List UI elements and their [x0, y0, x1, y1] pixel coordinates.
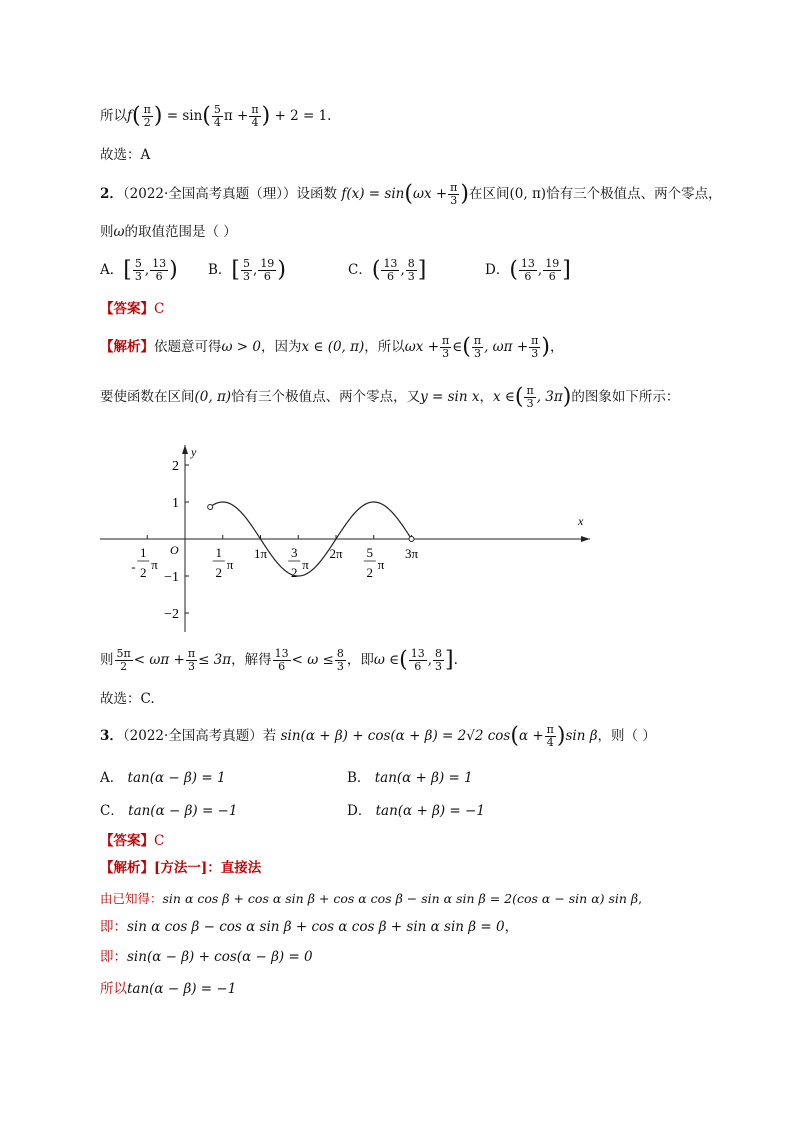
q2-option-b[interactable]: B．[ $\frac{5}{3}$ , $\frac{19}{6}$ ) — [208, 257, 286, 283]
math: f(x) = sin — [341, 186, 405, 202]
y-axis-label: y — [191, 445, 197, 459]
bracket: [ — [231, 257, 241, 283]
q2-answer — [100, 299, 164, 319]
y-tick-label: 1 — [172, 496, 179, 511]
x-tick-numerator: 1 — [140, 545, 147, 560]
q2-analysis-2 — [100, 385, 679, 410]
text: 故选：A — [100, 147, 151, 163]
q3-step-3 — [100, 947, 313, 967]
math: (0, π) — [509, 186, 547, 202]
method-title: [方法一]：直接法 — [154, 860, 262, 876]
math: = — [166, 108, 179, 124]
text: 的取值范围是（ ） — [124, 224, 237, 240]
math: + 2 = 1. — [274, 108, 332, 124]
text: 恰有三个极值点、两个零点， — [546, 186, 722, 202]
open-endpoint-end — [409, 537, 414, 542]
paren: ( — [132, 103, 141, 129]
paren: ( — [462, 334, 471, 360]
answer-value: C — [154, 301, 165, 317]
math: x ∈ (0, π) — [301, 339, 365, 355]
text: ，因为 — [261, 339, 302, 355]
x-axis-arrow — [581, 536, 590, 542]
paren: ( — [514, 384, 524, 410]
x-tick-pi: π — [302, 557, 309, 572]
fraction: $\frac{19}{6}$ — [545, 257, 560, 283]
x-tick-pi: π — [226, 557, 234, 572]
q3-step-1 — [100, 889, 642, 909]
fraction: $\frac{\pi}{3}$ — [187, 647, 196, 673]
math: α + — [518, 728, 544, 744]
math: ω ∈ — [373, 652, 400, 668]
math: sin(α + β) + cos(α + β) = 2√2 cos — [280, 728, 511, 744]
math: f — [127, 108, 132, 124]
text: 在区间 — [469, 186, 510, 202]
x-tick-pi: π — [377, 557, 385, 572]
option-label: B． — [208, 262, 232, 278]
math: sin α cos β + cos α sin β + cos α cos β − sin α sin β = 2(cos α − sin α) sin β — [162, 891, 639, 906]
x-tick-label: 2π — [329, 546, 343, 561]
sine-graph — [95, 440, 615, 640]
question-number: 3． — [100, 728, 123, 744]
fraction: $\frac{13}{6}$ — [152, 257, 167, 283]
fraction: $\frac{8}{3}$ — [435, 647, 443, 673]
text: （2022·全国高考真题）若 — [122, 728, 277, 744]
graph-ticks — [131, 459, 418, 622]
text: ， — [504, 919, 519, 935]
text: 即： — [100, 919, 127, 935]
option-label: D． — [485, 262, 510, 278]
text: 依题意可得 — [154, 339, 222, 355]
option-label: C． — [100, 803, 124, 819]
q3-option-a[interactable] — [100, 768, 226, 788]
fraction: $\frac{13}{6}$ — [520, 257, 535, 283]
bracket: ) — [169, 257, 178, 283]
y-tick-label: −2 — [164, 607, 179, 622]
text: ，所以 — [364, 339, 405, 355]
analysis-tag: 【解析】 — [100, 860, 154, 876]
y-axis-arrow — [182, 445, 188, 454]
option-label: B． — [347, 770, 371, 786]
x-tick-denominator: 2 — [140, 565, 147, 580]
option-expr: tan(α − β) = −1 — [128, 803, 238, 819]
fraction: $\frac{\pi}{2}$ — [143, 103, 151, 129]
q2-stem — [100, 182, 722, 207]
x-tick-numerator: 1 — [215, 545, 222, 560]
q2-option-a[interactable]: A．[ $\frac{5}{3}$ , $\frac{13}{6}$ ) — [100, 257, 178, 283]
text: ，则（ ） — [597, 728, 656, 744]
choose-a — [100, 145, 150, 165]
paren: ( — [399, 647, 408, 673]
paren: ) — [261, 103, 271, 129]
math: sin(α − β) + cos(α − β) = 0 — [127, 949, 313, 965]
math: (0, π) — [194, 389, 232, 405]
bracket: ( — [371, 257, 381, 283]
text: ， — [549, 339, 564, 355]
fraction: $\frac{5}{3}$ — [243, 257, 251, 283]
fraction: $\frac{8}{3}$ — [336, 647, 344, 673]
paren: ) — [460, 181, 469, 207]
fraction: $\frac{\pi}{3}$ — [526, 384, 534, 410]
text: 即： — [100, 949, 127, 965]
x-tick-sign: - — [131, 559, 136, 574]
answer-tag: 【答案】 — [100, 301, 154, 317]
paren: ) — [541, 334, 550, 360]
question-number: 2． — [100, 186, 123, 202]
bracket: ( — [509, 257, 518, 283]
paren: ( — [202, 103, 211, 129]
choose-c — [100, 689, 155, 709]
option-expr: tan(α − β) = 1 — [127, 770, 226, 786]
text: 故选：C. — [100, 691, 155, 707]
option-label: A． — [100, 770, 124, 786]
math: y = sin x — [420, 389, 480, 405]
bracket: ] — [445, 647, 454, 673]
fraction: $\frac{13}{6}$ — [410, 647, 425, 673]
x-tick-denominator: 2 — [366, 565, 373, 580]
option-label: C． — [348, 262, 372, 278]
x-tick-numerator: 5 — [366, 545, 373, 560]
math: ∈ — [452, 339, 463, 355]
q3-stem — [100, 724, 656, 749]
q2-option-d[interactable]: D．( $\frac{13}{6}$ , $\frac{19}{6}$ ] — [485, 257, 571, 283]
fraction: $\frac{5\pi}{2}$ — [116, 647, 131, 673]
fraction: $\frac{13}{6}$ — [383, 257, 398, 283]
fraction: $\frac{\pi}{4}$ — [546, 723, 554, 749]
origin-label: O — [170, 543, 179, 557]
text: （2022·全国高考真题（理））设函数 — [122, 186, 338, 202]
q2-analysis-1 — [100, 335, 563, 360]
x-tick-denominator: 2 — [291, 565, 298, 580]
option-label: A． — [100, 262, 124, 278]
bracket: ) — [277, 257, 286, 283]
option-label: D． — [347, 803, 372, 819]
fraction: $\frac{5}{4}$ — [213, 103, 221, 129]
analysis-tag: 【解析】 — [100, 339, 154, 355]
paren: ) — [562, 384, 572, 410]
text: 要使函数在区间 — [100, 389, 195, 405]
q3-answer — [100, 831, 164, 851]
option-expr: tan(α + β) = −1 — [375, 803, 485, 819]
x-axis-label: x — [578, 514, 584, 528]
open-endpoint-start — [208, 504, 213, 509]
math: ωx + — [404, 339, 440, 355]
paren: ) — [153, 103, 163, 129]
text: 所以 — [100, 981, 127, 997]
math: tan(α − β) = −1 — [127, 981, 237, 997]
fraction: $\frac{\pi}{3}$ — [450, 181, 458, 207]
q2-analysis-3: 则 $\frac{5\pi}{2}$ < ωπ + $\frac{\pi}{3}$ ≤ 3π，解得 $\frac{13}{6}$ < ω ≤ $\frac{8}{3}$ ，即ω ∈( $\frac{13}{6}$ , $\frac{8}{3}$ ]. — [100, 647, 458, 673]
math: ω — [113, 224, 125, 240]
fraction: $\frac{\pi}{3}$ — [442, 334, 450, 360]
math: sin — [182, 108, 203, 124]
bracket: ] — [562, 257, 571, 283]
math: ωx + — [412, 186, 448, 202]
math: , ωπ + — [484, 339, 529, 355]
math: ω > 0 — [221, 339, 261, 355]
text: ，即 — [346, 652, 374, 668]
answer-tag: 【答案】 — [100, 833, 154, 849]
math: < ω ≤ — [291, 652, 334, 668]
fraction: $\frac{19}{6}$ — [260, 257, 275, 283]
math: ≤ 3π — [198, 652, 232, 668]
q3-option-c[interactable] — [100, 801, 237, 821]
x-tick-label: 3π — [404, 546, 419, 561]
text: 所以 — [100, 108, 127, 124]
fraction: $\frac{13}{6}$ — [274, 647, 289, 673]
answer-value: C — [154, 833, 165, 849]
math: sin β — [565, 728, 598, 744]
fraction: $\frac{\pi}{3}$ — [473, 334, 482, 360]
fraction: $\frac{8}{3}$ — [407, 257, 415, 283]
bracket: ] — [417, 257, 427, 283]
paren: ( — [510, 723, 519, 749]
q3-option-b[interactable] — [347, 768, 473, 788]
bracket: [ — [123, 257, 132, 283]
paren: ( — [404, 181, 413, 207]
q3-step-4 — [100, 979, 236, 999]
math: < ωπ + — [133, 652, 185, 668]
x-tick-pi: π — [151, 557, 158, 572]
text: 则 — [100, 652, 114, 668]
y-tick-label: −1 — [164, 570, 179, 585]
math: sin α cos β − cos α sin β + cos α cos β + sin α sin β = 0 — [127, 919, 505, 935]
text: 的图象如下所示： — [571, 389, 680, 405]
x-tick-label: 1π — [253, 546, 268, 561]
text: 恰有三个极值点、两个零点，又 — [231, 389, 421, 405]
paren: ) — [556, 723, 566, 749]
math: π + — [223, 108, 249, 124]
math: x ∈ — [492, 389, 515, 405]
q3-analysis-head — [100, 858, 261, 878]
fraction: $\frac{\pi}{4}$ — [251, 103, 259, 129]
x-tick-denominator: 2 — [215, 565, 222, 580]
q2-stem-2 — [100, 222, 237, 242]
q2-option-c[interactable]: C．( $\frac{13}{6}$ , $\frac{8}{3}$ ] — [348, 257, 427, 283]
text: , — [638, 891, 643, 906]
x-tick-numerator: 3 — [291, 545, 298, 560]
text: 由已知得： — [100, 891, 163, 906]
text: ， — [479, 389, 493, 405]
fraction: $\frac{5}{3}$ — [134, 257, 142, 283]
line-conclusion-f — [100, 104, 331, 129]
text: ，解得 — [231, 652, 272, 668]
q3-step-2 — [100, 917, 518, 937]
q3-option-d[interactable] — [347, 801, 485, 821]
text: . — [453, 652, 458, 668]
fraction: $\frac{\pi}{3}$ — [531, 334, 539, 360]
math: , 3π — [536, 389, 563, 405]
text: 则 — [100, 224, 114, 240]
y-tick-label: 2 — [172, 459, 179, 474]
option-expr: tan(α + β) = 1 — [374, 770, 473, 786]
